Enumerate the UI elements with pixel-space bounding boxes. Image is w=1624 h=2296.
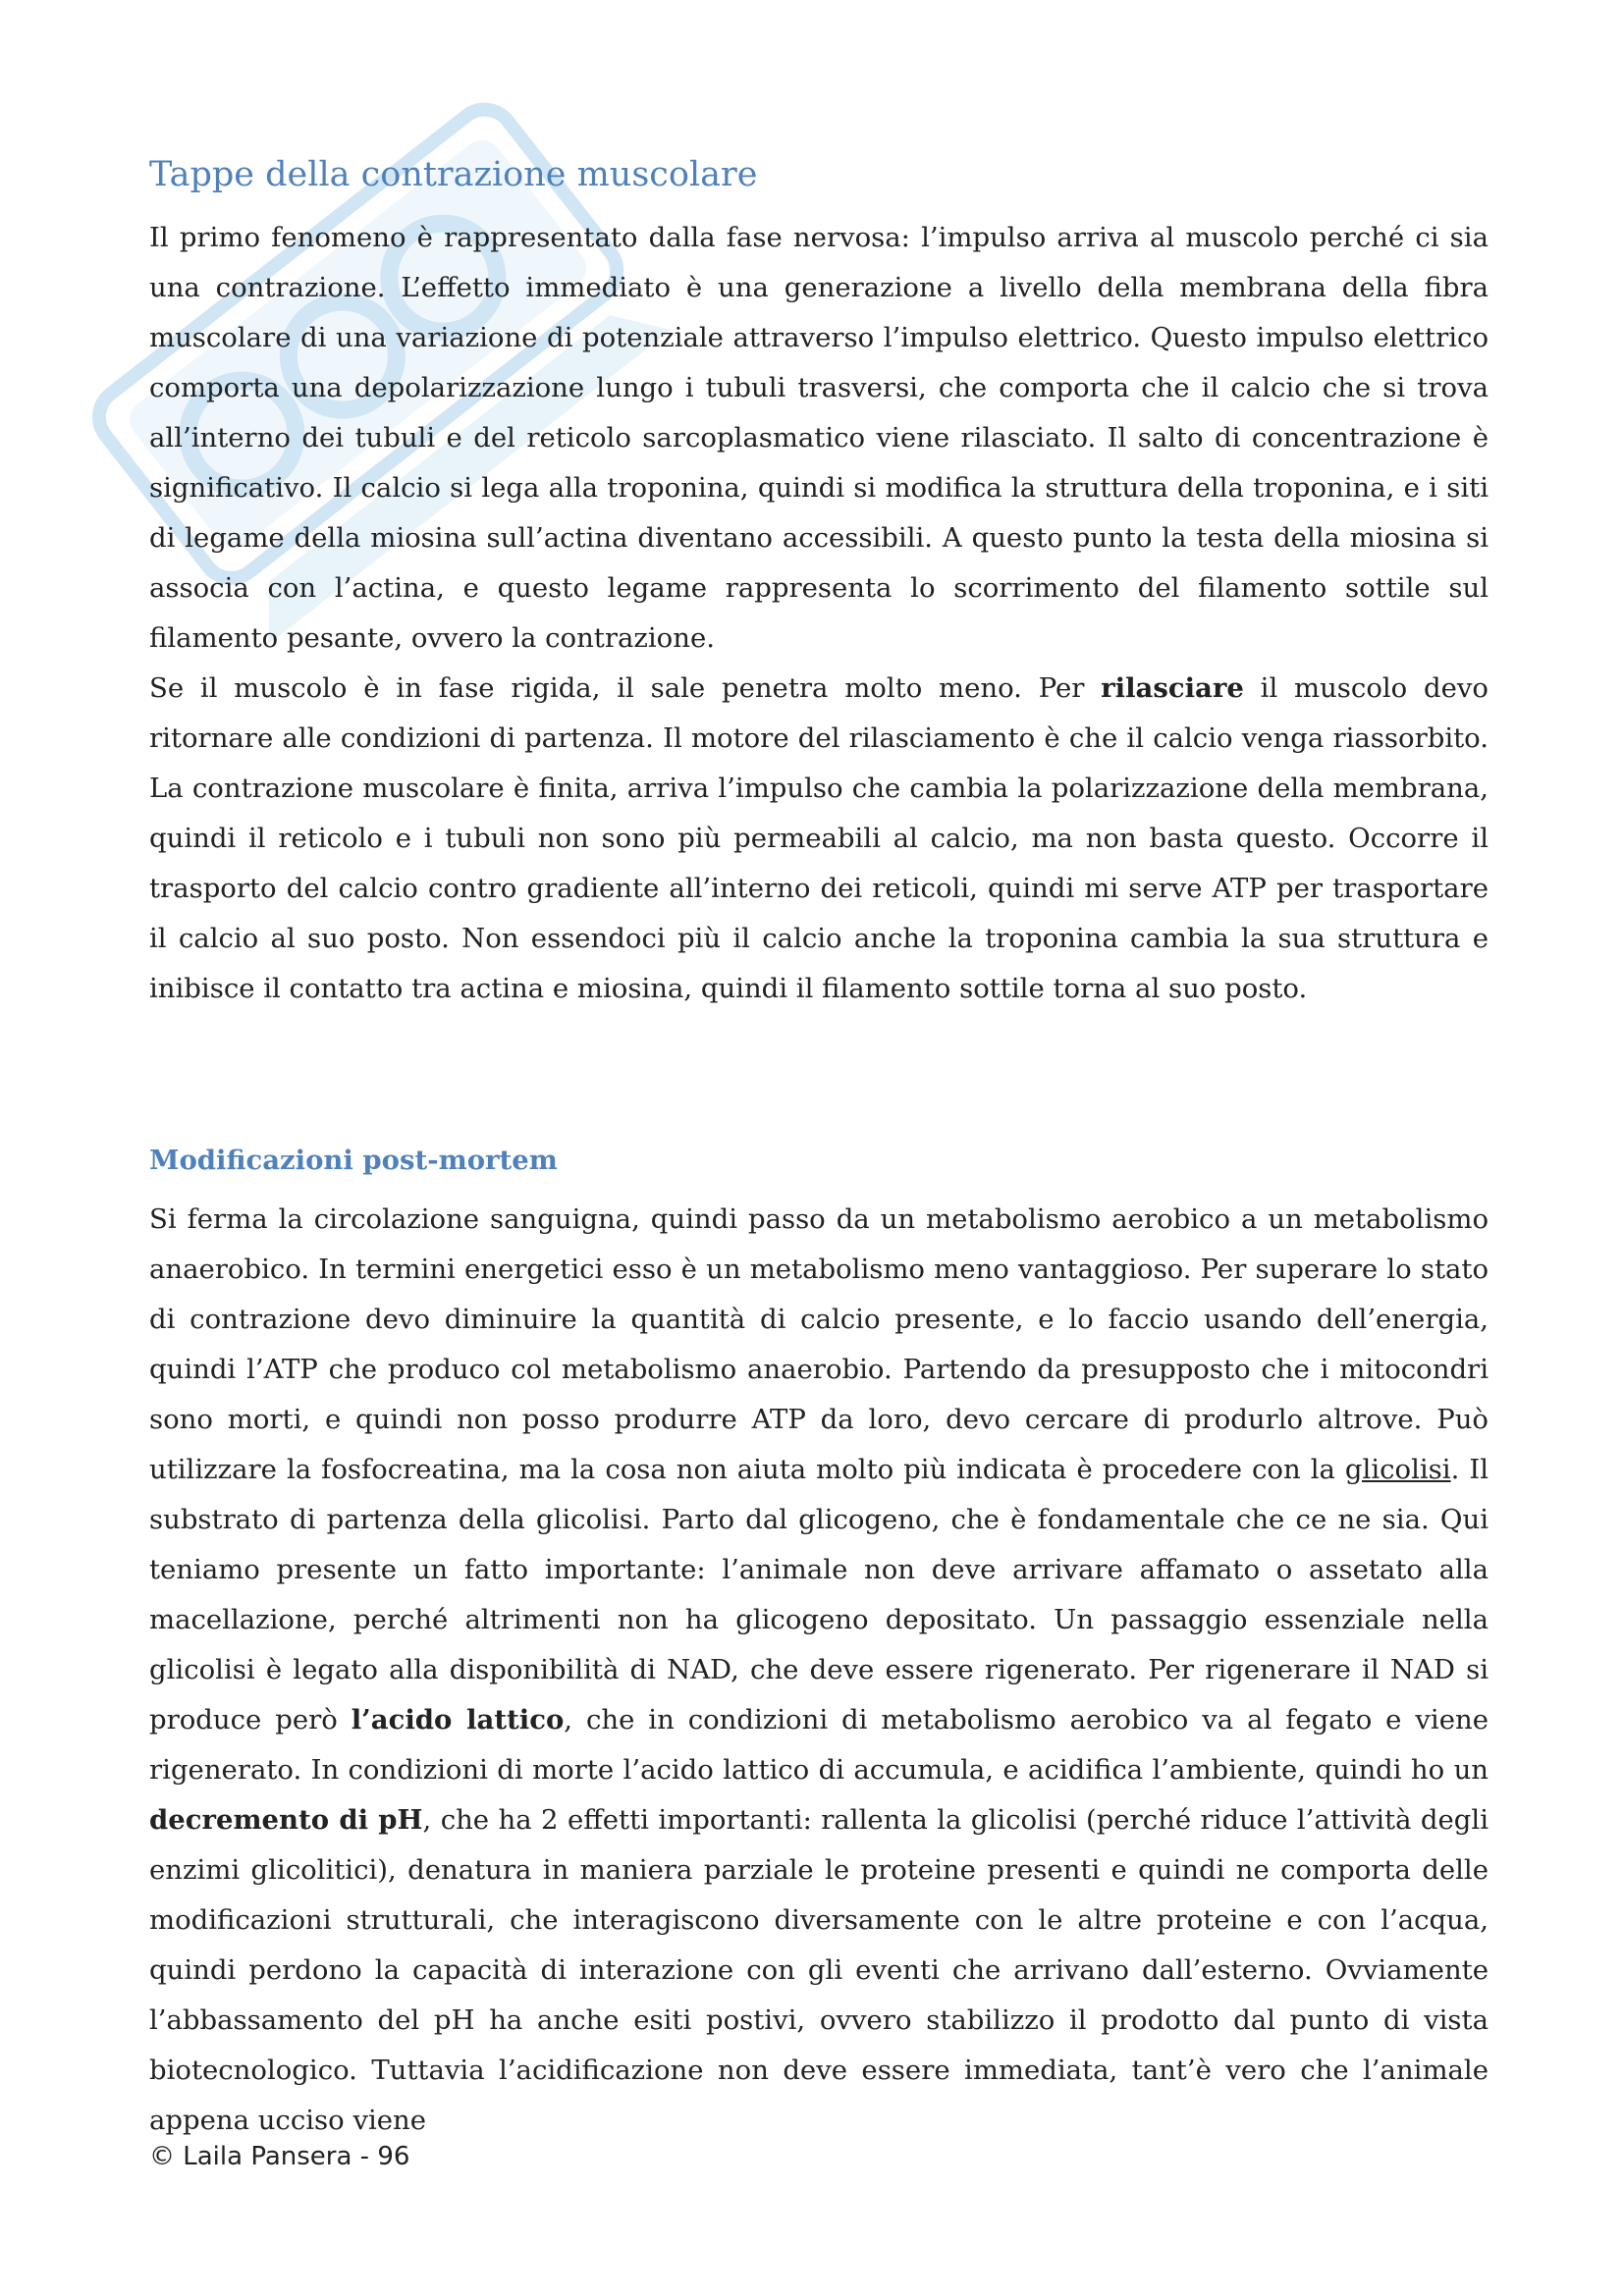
text-run: , che ha 2 effetti importanti: rallenta la glicolisi (perché riduce l’attività degli enzimi glicolitici), denatura in maniera parziale le proteine presenti e quindi ne comporta delle modificazioni strutturali, che interagiscono diversamente con le altre proteine e con l’acqua, quindi perdono la capacità di interazione con gli eventi che arrivano dall’esterno. Ovviamente l’abbassamento del pH ha anche esiti postivi, ovvero stabilizzo il prodotto dal punto di vista biotecnologico. Tuttavia l’acidificazione non deve essere immediata, tant’è vero che l’animale appena ucciso viene [149, 1804, 1489, 2136]
bold-term: rilasciare [1101, 672, 1244, 704]
paragraph: Il primo fenomeno è rappresentato dalla fase nervosa: l’impulso arriva al muscolo perché ci sia una contrazione. L’effetto immediato è una generazione a livello della membrana della fibra muscolare di una variazione di potenziale attraverso l’impulso elettrico. Questo impulso elettrico comporta una depolarizzazione lungo i tubuli trasversi, che comporta che il calcio che si trova all’interno dei tubuli e del reticolo sarcoplasmatico viene rilasciato. Il salto di concentrazione è significativo. Il calcio si lega alla troponina, quindi si modifica la struttura della troponina, e i siti di legame della miosina sull’actina diventano accessibili. A questo punto la testa della miosina si associa con l’actina, e questo legame rappresenta lo scorrimento del filamento sottile sul filamento pesante, ovvero la contrazione. [149, 222, 1489, 654]
text-run: Si ferma la circolazione sanguigna, quindi passo da un metabolismo aerobico a un metabolismo anaerobico. In termini energetici esso è un metabolismo meno vantaggioso. Per superare lo stato di contrazione devo diminuire la quantità di calcio presente, e lo faccio usando dell’energia, quindi l’ATP che produco col metabolismo anaerobio. Partendo da presupposto che i mitocondri sono morti, e quindi non posso produrre ATP da loro, devo cercare di produrlo altrove. Può utilizzare la fosfocreatina, ma la cosa non aiuta molto più indicata è procedere con la [149, 1203, 1489, 1485]
text-run: Se il muscolo è in fase rigida, il sale penetra molto meno. Per [149, 672, 1102, 704]
text-run: il muscolo devo ritornare alle condizioni di partenza. Il motore del rilasciamento è che il calcio venga riassorbito. La contrazione muscolare è finita, arriva l’impulso che cambia la polarizzazione della membrana, quindi il reticolo e i tubuli non sono più permeabili al calcio, ma non basta questo. Occorre il trasporto del calcio contro gradiente all’interno dei reticoli, quindi mi serve ATP per trasportare il calcio al suo posto. Non essendoci più il calcio anche la troponina cambia la sua struttura e inibisce il contatto tra actina e miosina, quindi il filamento sottile torna al suo posto. [149, 672, 1489, 1004]
text-run: . Il substrato di partenza della glicolisi. Parto dal glicogeno, che è fondamentale che ce ne sia. Qui teniamo presente un fatto importante: l’animale non deve arrivare affamato o assetato alla macellazione, perché altrimenti non ha glicogeno depositato. Un passaggio essenziale nella glicolisi è legato alla disponibilità di NAD, che deve essere rigenerato. Per rigenerare il NAD si produce però [149, 1454, 1489, 1735]
section-body [149, 213, 1489, 1014]
bold-term: l’acido lattico [351, 1704, 565, 1735]
bold-term: decremento di pH [149, 1804, 423, 1836]
underlined-term: glicolisi [1344, 1454, 1451, 1485]
section-title: Tappe della contrazione muscolare [149, 155, 758, 194]
text-run: , che in condizioni di metabolismo aerobico va al fegato e viene rigenerato. In condizioni di morte l’acido lattico di accumula, e acidifica l’ambiente, quindi ho un [149, 1704, 1489, 1786]
paragraph [149, 664, 1489, 1014]
page-footer: © Laila Pansera - 96 [149, 2142, 410, 2171]
subsection-title: Modificazioni post-mortem [149, 1145, 558, 1176]
subsection-body [149, 1195, 1489, 2146]
paragraph [149, 1195, 1489, 2146]
